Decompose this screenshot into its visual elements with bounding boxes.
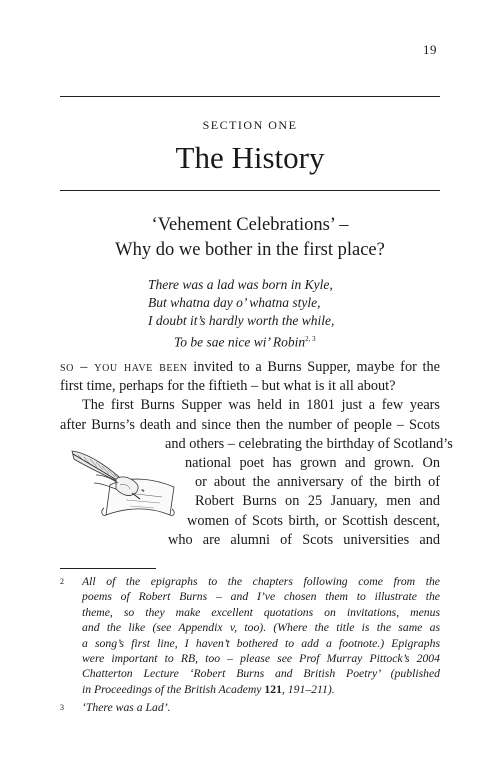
body-line-1 xyxy=(60,358,440,377)
body-line-3-text: The first Burns Supper was held in 1801 just a few years xyxy=(82,397,440,414)
body-line-8-text: Robert Burns on 25 January, men and xyxy=(195,493,440,510)
footnote-2-line-7: Chatterton Lecture ‘Robert Burns and British Poetry’ (published xyxy=(82,667,440,681)
footnote-3-text: ‘There was a Lad’. xyxy=(82,701,171,715)
footnotes xyxy=(60,574,440,716)
body-line-6: national poet has grown and grown. On xyxy=(185,455,440,472)
body-line-2: first time, perhaps for the fiftieth – but what is it all about? xyxy=(60,378,396,395)
footnote-2-line-2: poems of Robert Burns – and I’ve chosen them to illustrate the xyxy=(82,590,440,604)
body-line-5: and others – celebrating the birthday of Scotland’s xyxy=(165,435,453,452)
epigraph-line-3: I doubt it’s hardly worth the while, xyxy=(148,313,335,328)
body-line-1-rest: invited to a Burns Supper, maybe for the xyxy=(187,359,440,375)
body-line-9: women of Scots birth, or Scottish descent, xyxy=(187,512,440,529)
footnote-3-number: 3 xyxy=(60,703,64,713)
chapter-heading-line-1: ‘Vehement Celebrations’ – xyxy=(151,215,349,235)
footnote-2-line-8 xyxy=(82,682,440,697)
footnote-2-line-8-prefix: in Proceedings of the British Academy xyxy=(82,682,265,696)
footnote-2-line-8-suffix: , 191–211). xyxy=(281,682,335,696)
body-line-7: or about the anniversary of the birth of xyxy=(195,474,440,491)
epigraph-line-4-text: To be sae nice wi’ Robin xyxy=(174,334,306,350)
footnote-2-line-4: and the like (see Appendix v, too). (Where the title is the same as xyxy=(82,621,440,635)
footnote-3 xyxy=(60,700,440,715)
epigraph-footnote-refs: 2, 3 xyxy=(305,335,316,343)
quill-pen-and-scroll-icon xyxy=(70,445,178,523)
footnote-divider xyxy=(60,568,156,569)
svg-text:❧: ❧ xyxy=(139,487,146,495)
section-title: The History xyxy=(175,140,325,175)
footnote-2-line-1: All of the epigraphs to the chapters following come from the xyxy=(82,575,440,588)
epigraph-line-2: But whatna day o’ whatna style, xyxy=(148,295,321,310)
body-line-10: who are alumni of Scots universities and xyxy=(168,531,440,548)
epigraph-line-1: There was a lad was born in Kyle, xyxy=(148,277,333,292)
top-divider xyxy=(60,96,440,97)
page-number: 19 xyxy=(423,42,437,57)
section-label: SECTION ONE xyxy=(202,118,298,132)
epigraph xyxy=(148,276,408,352)
footnote-2-line-3: theme, so they make excellent quotations on invitations, menus xyxy=(82,605,440,619)
chapter-heading xyxy=(60,213,440,263)
footnote-2 xyxy=(60,574,440,697)
body-line-4: after Burns’s death and since then the number of people – Scots xyxy=(60,416,440,433)
footnote-2-number: 2 xyxy=(60,577,64,586)
opening-smallcaps: so – you have been xyxy=(60,359,188,375)
footnote-2-volume: 121 xyxy=(264,682,282,696)
chapter-heading-line-2: Why do we bother in the first place? xyxy=(115,240,385,260)
body-line-3 xyxy=(60,396,440,415)
footnote-2-line-5: a song’s first line, I haven’t bothered to add a footnote.) Epigraphs xyxy=(82,636,440,650)
epigraph-line-4 xyxy=(148,330,408,352)
bottom-divider xyxy=(60,190,440,191)
footnote-2-line-6: were important to RB, too – please see Prof Murray Pittock’s 2004 xyxy=(82,652,440,666)
